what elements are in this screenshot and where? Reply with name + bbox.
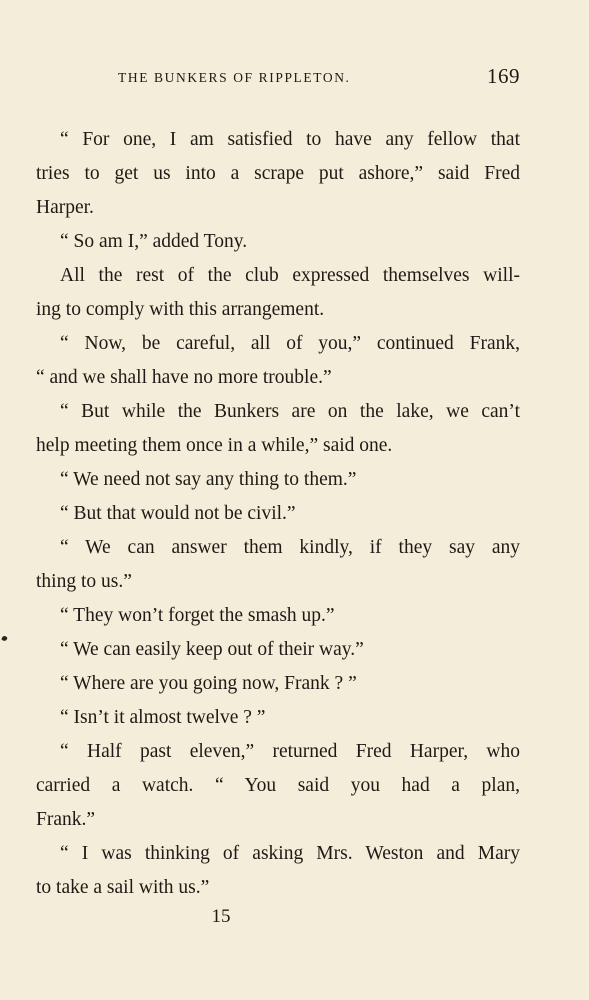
text-line: help meeting them once in a while,” said one.	[36, 435, 393, 456]
text-line: “ Isn’t it almost twelve ? ”	[60, 707, 266, 728]
text-line: carried a watch. “ You said you had a plan,	[36, 775, 520, 796]
ink-speck	[1, 635, 8, 642]
text-line: “ But while the Bunkers are on the lake, we can’t	[60, 401, 520, 422]
text-line: to take a sail with us.”	[36, 877, 210, 898]
text-line: All the rest of the club expressed themselves will‑	[60, 265, 520, 286]
text-line: “ They won’t forget the smash up.”	[60, 605, 335, 626]
text-line: “ Where are you going now, Frank ? ”	[60, 673, 357, 694]
signature-mark: 15	[211, 906, 231, 927]
page-header	[36, 64, 520, 94]
body-text	[36, 123, 520, 905]
text-line: “ and we shall have no more trouble.”	[36, 367, 332, 388]
text-line: “ We can answer them kindly, if they say any	[60, 537, 520, 558]
text-line: Frank.”	[36, 809, 96, 830]
text-line: “ We need not say any thing to them.”	[60, 469, 357, 490]
text-line: “ But that would not be civil.”	[60, 503, 296, 524]
text-line: Harper.	[36, 197, 94, 218]
text-line: “ For one, I am satisfied to have any fellow that	[60, 129, 520, 150]
text-line: tries to get us into a scrape put ashore,” said Fred	[36, 163, 520, 184]
text-line: “ We can easily keep out of their way.”	[60, 639, 364, 660]
running-title: THE BUNKERS OF RIPPLETON.	[118, 70, 351, 85]
text-line: ing to comply with this arrangement.	[36, 299, 325, 320]
text-line: “ Half past eleven,” returned Fred Harper, who	[60, 741, 520, 762]
text-line: “ I was thinking of asking Mrs. Weston and Mary	[60, 843, 520, 864]
text-line: “ So am I,” added Tony.	[60, 231, 248, 252]
page-number: 169	[487, 64, 520, 88]
text-line: thing to us.”	[36, 571, 132, 592]
text-line: “ Now, be careful, all of you,” continued Frank,	[60, 333, 520, 354]
